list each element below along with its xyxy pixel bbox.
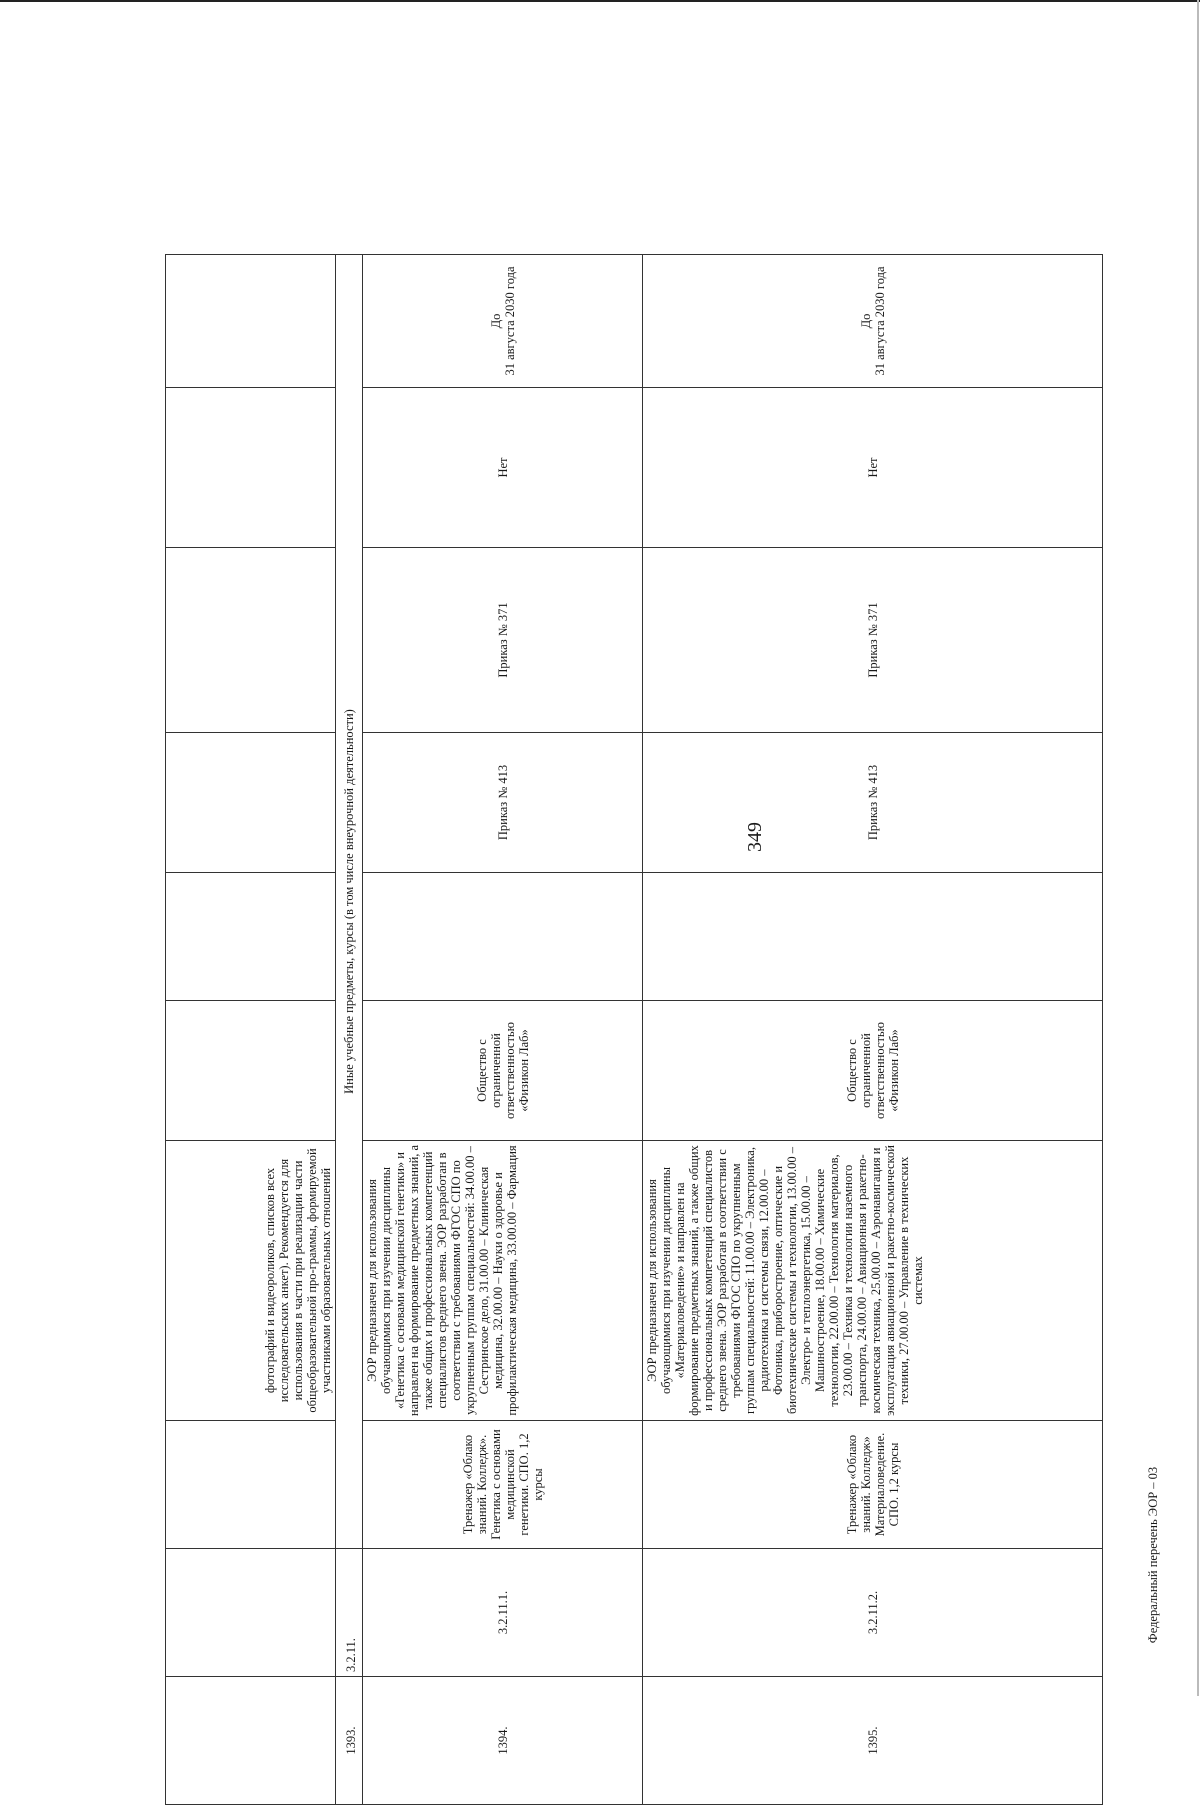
cell-1394-deadline	[363, 255, 643, 388]
cell-empty-order2	[166, 548, 336, 733]
page-footer: Федеральный перечень ЭОР – 03	[1146, 1466, 1160, 1644]
deadline-date: 31 августа 2030 года	[872, 266, 887, 376]
cell-1395-restriction: Нет	[643, 388, 1103, 548]
cell-1395-deadline	[643, 255, 1103, 388]
cell-1394-order-413: Приказ № 413	[363, 733, 643, 873]
cell-empty-deadline	[166, 255, 336, 388]
cell-1395-col6	[643, 873, 1103, 1001]
table-row-1395	[643, 255, 1103, 1805]
cell-1395-organization: Общество с ограниченной ответственностью «Физикон Лаб»	[643, 1001, 1103, 1141]
cell-empty-6	[166, 873, 336, 1001]
cell-1394-organization: Общество с ограниченной ответственностью «Физикон Лаб»	[363, 1001, 643, 1141]
cell-1393-num: 1393.	[336, 1677, 363, 1805]
top-border-line	[0, 0, 1200, 2]
cell-empty-restriction	[166, 388, 336, 548]
eor-table-rotated	[165, 255, 1095, 1805]
cell-empty-order1	[166, 733, 336, 873]
cell-1395-description: ЭОР предназначен для использования обучающимися при изучении дисциплины «Материаловедение» и направлен на формирование предметных знаний, а также общих и профессиональных компетенций специалистов среднего звена. ЭОР разработан в соответствии с требованиями ФГОС СПО по укрупненным группам специальностей: 11.00.00 – Электроника, радиотехника и системы связи, 12.00.00 – Фотоника, приборостроение, оптические и биотехнические системы и технологии, 13.00.00 – Электро- и теплоэнергетика, 15.00.00 – Машиностроение, 18.00.00 – Химические технологии, 22.00.00 – Технология материалов, 23.00.00 – Техника и технологии наземного транспорта, 24.00.00 – Авиационная и ракетно-космическая техника, 25.00.00 – Аэронавигация и эксплуатация авиационной и ракетно-космической техники, 27.00.00 – Управление в технических системах	[643, 1141, 1103, 1421]
cell-prev-description: фотографий и видеороликов, списков всех исследовательских анкет). Рекомендуется для использования в части при реализации части общеобразовательной про-граммы, формируемой участниками образовательных отношений	[166, 1141, 336, 1421]
cell-1394-col6	[363, 873, 643, 1001]
deadline-prefix: До	[488, 313, 503, 329]
deadline-date: 31 августа 2030 года	[502, 266, 517, 376]
cell-1394-restriction: Нет	[363, 388, 643, 548]
right-edge-line	[1197, 0, 1199, 1696]
cell-1395-order-413: Приказ № 413	[643, 733, 1103, 873]
eor-registry-table	[165, 254, 1103, 1805]
cell-1395-num: 1395.	[643, 1677, 1103, 1805]
table-row-previous-continuation	[166, 255, 336, 1805]
cell-1395-name: Тренажер «Облако знаний. Колледж» Материаловедение. СПО. 1,2 курсы	[643, 1421, 1103, 1549]
cell-1394-num: 1394.	[363, 1677, 643, 1805]
cell-1394-description: ЭОР предназначен для использования обучающимися при изучении дисциплины «Генетика с основами медицинской генетики» и направлен на формирование предметных знаний, а также общих и профессиональных компетенций специалистов среднего звена. ЭОР разработан в соответствии с требованиями ФГОС СПО по укрупненным группам специальностей: 34.00.00 – Сестринское дело, 31.00.00 – Клиническая медицина, 32.00.00 – Науки о здоровье и профилактическая медицина, 33.00.00 – Фармация	[363, 1141, 643, 1421]
cell-1394-order-371: Приказ № 371	[363, 548, 643, 733]
table-row-section-1393	[336, 255, 363, 1805]
cell-1394-sub: 3.2.11.1.	[363, 1549, 643, 1677]
deadline-prefix: До	[858, 313, 873, 329]
page-number: 349	[744, 822, 766, 852]
cell-1395-order-371: Приказ № 371	[643, 548, 1103, 733]
cell-empty-org	[166, 1001, 336, 1141]
cell-1395-sub: 3.2.11.2.	[643, 1549, 1103, 1677]
cell-1394-name: Тренажер «Облако знаний. Колледж». Генетика с основами медицинской генетики. СПО. 1,2 курсы	[363, 1421, 643, 1549]
table-row-1394	[363, 255, 643, 1805]
cell-empty-name	[166, 1421, 336, 1549]
section-title: Иные учебные предметы, курсы (в том числе внеурочной деятельности)	[336, 255, 363, 1549]
cell-empty-sub	[166, 1549, 336, 1677]
cell-1393-sub: 3.2.11.	[336, 1549, 363, 1677]
